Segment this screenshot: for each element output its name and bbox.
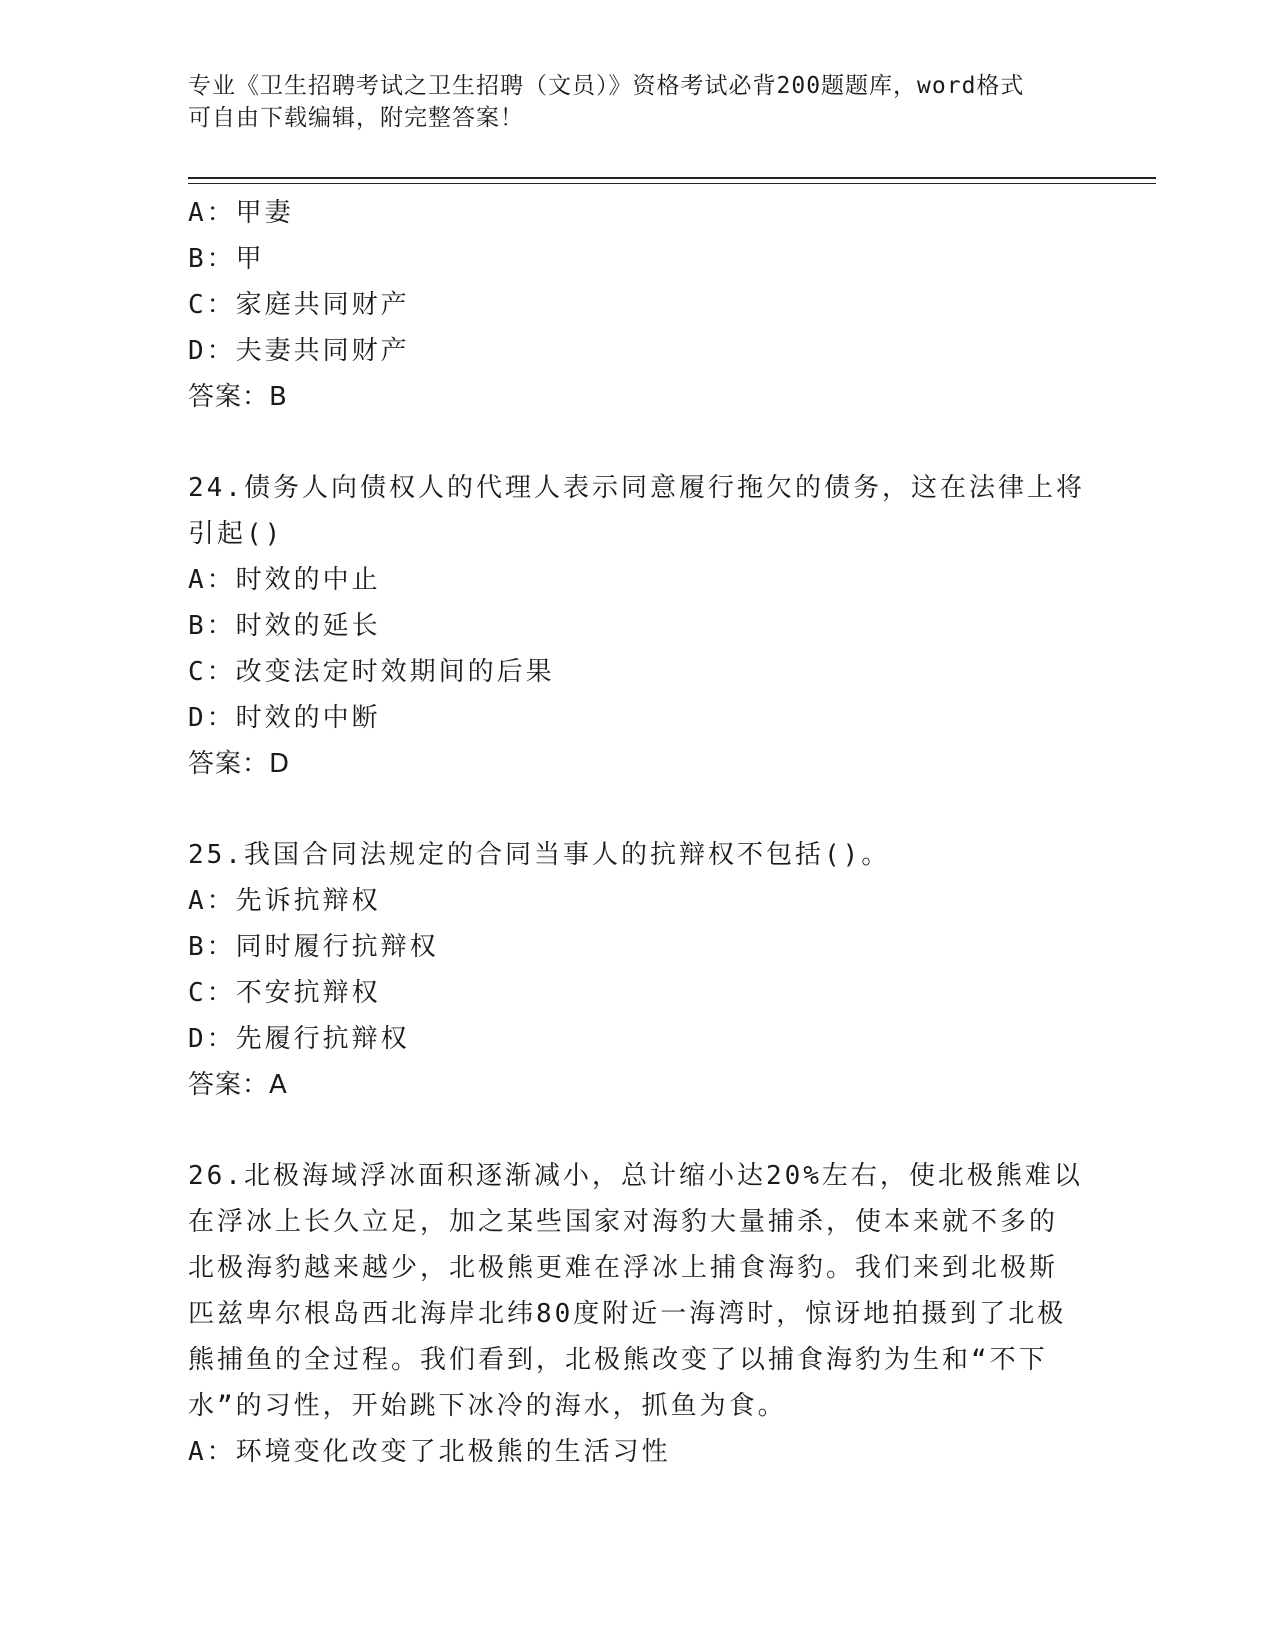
question-stem	[188, 832, 1088, 878]
option-a: A：甲妻	[188, 198, 294, 228]
header-line-2: 可自由下载编辑，附完整答案！	[188, 105, 524, 131]
stem-line: 匹兹卑尔根岛西北海岸北纬80度附近一海湾时，惊讶地拍摄到了北极	[188, 1299, 1067, 1329]
question-25	[188, 832, 1088, 1108]
question-list	[188, 190, 1088, 1475]
option-c: C：不安抗辩权	[188, 978, 381, 1008]
header-divider-thick	[188, 177, 1156, 179]
option-d: D：夫妻共同财产	[188, 336, 410, 366]
stem-line: 引起()	[188, 519, 284, 549]
option-a: A：先诉抗辩权	[188, 886, 381, 916]
question-stem	[188, 1153, 1088, 1429]
stem-line: 水”的习性，开始跳下冰冷的海水，抓鱼为食。	[188, 1391, 787, 1421]
option-c: C：改变法定时效期间的后果	[188, 657, 555, 687]
option-a: A：时效的中止	[188, 565, 381, 595]
option-c: C：家庭共同财产	[188, 290, 410, 320]
answer-line: 答案：D	[188, 749, 291, 779]
option-b: B：甲	[188, 244, 265, 274]
question-26	[188, 1153, 1088, 1475]
option-a: A：环境变化改变了北极熊的生活习性	[188, 1437, 671, 1467]
question-stem	[188, 465, 1088, 557]
header-divider-thin	[188, 183, 1156, 184]
answer-line: 答案：B	[188, 382, 288, 412]
answer-line: 答案：A	[188, 1070, 288, 1100]
stem-line: 在浮冰上长久立足，加之某些国家对海豹大量捕杀，使本来就不多的	[188, 1207, 1059, 1237]
question-gap	[188, 1108, 1088, 1153]
stem-line: 北极海豹越来越少，北极熊更难在浮冰上捕食海豹。我们来到北极斯	[188, 1253, 1059, 1283]
question-23	[188, 190, 1088, 420]
option-b: B：时效的延长	[188, 611, 381, 641]
stem-line: 熊捕鱼的全过程。我们看到，北极熊改变了以捕食海豹为生和“不下	[188, 1345, 1048, 1375]
stem-line: 24.债务人向债权人的代理人表示同意履行拖欠的债务，这在法律上将	[188, 473, 1085, 503]
document-header	[188, 70, 1068, 134]
option-d: D：先履行抗辩权	[188, 1024, 410, 1054]
option-b: B：同时履行抗辩权	[188, 932, 439, 962]
question-gap	[188, 420, 1088, 465]
stem-line: 26.北极海域浮冰面积逐渐减小，总计缩小达20%左右，使北极熊难以	[188, 1161, 1083, 1191]
header-line-1: 专业《卫生招聘考试之卫生招聘（文员）》资格考试必背200题题库，word格式	[188, 73, 1025, 99]
question-24	[188, 465, 1088, 787]
stem-line: 25.我国合同法规定的合同当事人的抗辩权不包括()。	[188, 840, 891, 870]
question-gap	[188, 787, 1088, 832]
option-d: D：时效的中断	[188, 703, 381, 733]
